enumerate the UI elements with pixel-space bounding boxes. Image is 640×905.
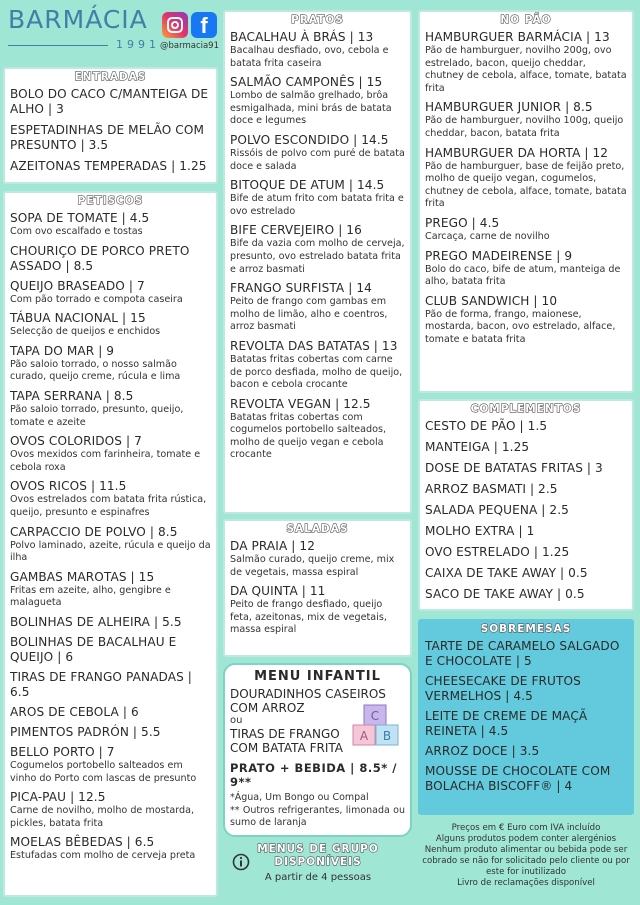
list-item [10, 725, 211, 740]
item-name: PIMENTOS PADRÓN | 5.5 [10, 724, 161, 739]
kids-price: PRATO + BEBIDA | 8.5* / 9** [230, 761, 397, 789]
list-item [10, 87, 211, 117]
item-name: MOELAS BÊBEDAS | 6.5 [10, 835, 155, 850]
list-item [10, 615, 211, 630]
item-list [425, 30, 627, 347]
section-title: SALADAS [286, 523, 349, 535]
list-item [10, 389, 211, 429]
list-item [425, 100, 627, 140]
item-name: GAMBAS MAROTAS | 15 [10, 569, 155, 584]
item-name: TIRAS DE FRANGO PANADAS | 6.5 [10, 669, 192, 699]
section-saladas [223, 519, 412, 657]
list-item [10, 790, 211, 830]
group-title-line2: DISPONÍVEIS [274, 856, 362, 868]
list-item [425, 764, 627, 794]
item-name: CARPACCIO DE POLVO | 8.5 [10, 524, 178, 539]
item-description: Salmão curado, queijo creme, mix de vegetais, massa espiral [230, 554, 395, 578]
list-item [10, 211, 211, 239]
item-description: Pão saloio torrado, o nosso salmão curado, queijo creme, rúcula e lima [10, 358, 181, 383]
item-description: Peito de frango desfiado, queijo feta, azeitonas, mix de vegetais, massa espiral [230, 599, 387, 636]
item-description: Estufadas com molho de cerveja preta [10, 850, 196, 862]
item-name: HAMBURGUER BARMÁCIA | 13 [425, 30, 610, 44]
item-name: DA PRAIA | 12 [230, 539, 315, 553]
item-description: Rissóis de polvo com puré de batata doce e salada [230, 147, 405, 172]
list-item [425, 216, 627, 244]
footer-line: Alguns produtos podem conter alergénios [435, 834, 617, 844]
group-title-line1: MENUS DE GRUPO [257, 843, 379, 855]
list-item [425, 524, 627, 539]
item-name: REVOLTA DAS BATATAS | 13 [230, 338, 398, 353]
item-description: Batatas fritas cobertas com cogumelos portobello salteados, molho de queijo vegan e cebola crocante [230, 411, 387, 461]
item-list [425, 419, 627, 602]
facebook-icon[interactable]: f [191, 12, 217, 38]
section-pratos [223, 10, 412, 514]
kids-note-2: ** Outros refrigerantes, limonada ou sumo de laranja [230, 804, 405, 828]
list-item [425, 545, 627, 560]
section-entradas [3, 67, 218, 184]
item-name: BITOQUE DE ATUM | 14.5 [230, 178, 385, 193]
item-description: Polvo laminado, azeite, rúcula e queijo da ilha [10, 539, 211, 564]
item-list [10, 211, 211, 863]
item-description: Batatas fritas cobertas com carne de porco desfiada, molho de queijo, bacon e cebola crocante [230, 353, 403, 391]
item-name: SALMÃO CAMPONÊS | 15 [230, 75, 383, 90]
list-item [425, 30, 627, 95]
list-item [10, 279, 211, 307]
brand-logo [8, 6, 158, 58]
list-item [425, 639, 627, 669]
item-name: MOUSSE DE CHOCOLATE COM BOLACHA BISCOFF® | 4 [425, 764, 611, 793]
item-name: CHEESECAKE DE FRUTOS VERMELHOS | 4.5 [425, 674, 581, 703]
list-item [10, 835, 211, 863]
item-name: PREGO | 4.5 [425, 215, 500, 230]
item-name: CAIXA DE TAKE AWAY | 0.5 [425, 566, 588, 580]
list-item [10, 123, 211, 153]
list-item [425, 503, 627, 518]
item-description: Selecção de queijos e enchidos [10, 326, 161, 338]
list-item [230, 30, 405, 70]
item-name: SOPA DE TOMATE | 4.5 [10, 211, 150, 225]
item-name: TAPA DO MAR | 9 [10, 343, 115, 358]
item-name: AROS DE CEBOLA | 6 [10, 704, 139, 719]
section-petiscos [3, 191, 218, 897]
item-description: Ovos mexidos com farinheira, tomate e cebola roxa [10, 449, 201, 473]
item-name: SALADA PEQUENA | 2.5 [425, 503, 569, 517]
section-title: SOBREMESAS [480, 623, 572, 635]
item-name: CLUB SANDWICH | 10 [425, 293, 558, 308]
item-description: Bife de atum frito com batata frita e ovo estrelado [230, 193, 404, 217]
item-description: Peito de frango com gambas em molho de limão, alho e coentros, arroz basmati [230, 296, 388, 333]
list-item [425, 709, 627, 739]
item-name: DA QUINTA | 11 [230, 584, 326, 599]
section-title: ENTRADAS [74, 71, 147, 83]
item-name: CHOURIÇO DE PORCO PRETO ASSADO | 8.5 [10, 243, 190, 273]
list-item [230, 281, 405, 334]
list-item [425, 482, 627, 497]
item-name: REVOLTA VEGAN | 12.5 [230, 396, 371, 411]
section-title: NO PÃO [500, 14, 552, 26]
instagram-icon[interactable] [162, 12, 188, 38]
item-name: SACO DE TAKE AWAY | 0.5 [425, 587, 585, 601]
item-description: Com pão torrado e compota caseira [10, 293, 183, 305]
item-name: OVOS RICOS | 11.5 [10, 479, 127, 494]
list-item [425, 146, 627, 211]
group-menus [228, 843, 408, 893]
svg-text:C: C [370, 709, 380, 723]
section-sobremesas [418, 619, 634, 815]
item-description: Bacalhau desfiado, ovo, cebola e batata frita caseira [230, 45, 389, 69]
list-item [10, 705, 211, 720]
list-item [425, 249, 627, 289]
kids-note-1: *Água, Um Bongo ou Compal [230, 792, 369, 803]
item-description: Carcaça, carne de novilho [425, 230, 550, 242]
kids-or: ou [230, 715, 243, 726]
item-description: Ovos estrelados com batata frita rústica, queijo, presunto e espinafres [10, 494, 207, 518]
item-name: TAPA SERRANA | 8.5 [10, 388, 134, 403]
list-item [10, 159, 211, 174]
item-name: DOSE DE BATATAS FRITAS | 3 [425, 461, 603, 475]
svg-text:B: B [382, 729, 392, 743]
section-title: PETISCOS [77, 195, 144, 207]
item-description: Pão de hamburguer, base de feijão preto, molho de queijo vegan, cogumelos, chutney de cebola, alface, tomate, batata frita [425, 160, 627, 210]
item-description: Bolo do caco, bife de atum, manteiga de alho, batata frita [425, 263, 621, 288]
item-name: MOLHO EXTRA | 1 [425, 524, 535, 538]
item-name: BOLINHAS DE ALHEIRA | 5.5 [10, 614, 182, 629]
list-item [425, 587, 627, 602]
brand-year: 1991 [116, 38, 160, 51]
list-item [10, 479, 211, 519]
item-name: AZEITONAS TEMPERADAS | 1.25 [10, 159, 207, 173]
brand-name: BARMÁCIA [8, 5, 148, 34]
item-name: CESTO DE PÃO | 1.5 [425, 419, 548, 433]
item-description: Pão de hamburguer, novilho 200g, ovo estrelado, bacon, queijo cheddar, chutney de cebola, alface, tomate, batata frita [425, 45, 627, 94]
group-subtitle: A partir de 4 pessoas [264, 872, 372, 883]
list-item [10, 525, 211, 565]
item-description: Pão de forma, frango, maionese, mostarda, bacon, ovo estrelado, alface, tomate e batata frita [425, 308, 616, 345]
item-name: BACALHAU À BRÁS | 13 [230, 30, 374, 44]
item-name: MANTEIGA | 1.25 [425, 440, 530, 454]
item-name: LEITE DE CREME DE MAÇÃ REINETA | 4.5 [425, 709, 588, 738]
list-item [230, 133, 405, 173]
item-name: ESPETADINHAS DE MELÃO COM PRESUNTO | 3.5 [10, 123, 204, 152]
item-description: Com ovo escalfado e tostas [10, 226, 143, 237]
section-menu-infantil [223, 663, 412, 837]
svg-text:A: A [359, 729, 369, 743]
item-name: ARROZ DOCE | 3.5 [425, 744, 540, 758]
section-title: PRATOS [291, 14, 344, 26]
item-list [230, 30, 405, 462]
item-name: BOLO DO CACO C/MANTEIGA DE ALHO | 3 [10, 87, 209, 116]
list-item [10, 570, 211, 610]
footer-notes [418, 823, 634, 889]
toy-blocks-icon [351, 703, 401, 749]
list-item [425, 566, 627, 581]
list-item [230, 397, 405, 462]
item-name: HAMBURGUER DA HORTA | 12 [425, 145, 609, 160]
item-name: PICA-PAU | 12.5 [10, 790, 106, 805]
item-name: HAMBURGUER JUNIOR | 8.5 [425, 100, 593, 115]
item-name: OVOS COLORIDOS | 7 [10, 434, 142, 449]
item-name: BELLO PORTO | 7 [10, 744, 115, 759]
list-item [425, 294, 627, 347]
item-description: Cogumelos portobello salteados em vinho do Porto com lascas de presunto [10, 759, 197, 784]
item-list [230, 539, 405, 637]
item-name: ARROZ BASMATI | 2.5 [425, 482, 558, 496]
item-description: Bife da vazia com molho de cerveja, presunto, ovo estrelado batata frita e arroz basmati [230, 238, 405, 275]
list-item [425, 744, 627, 759]
list-item [10, 670, 211, 700]
list-item [10, 745, 211, 785]
list-item [425, 419, 627, 434]
item-name: OVO ESTRELADO | 1.25 [425, 545, 570, 559]
item-name: BIFE CERVEJEIRO | 16 [230, 223, 362, 238]
item-name: PREGO MADEIRENSE | 9 [425, 248, 573, 263]
item-description: Carne de novilho, molho de mostarda, pickles, batata frita [10, 805, 195, 829]
list-item [425, 440, 627, 455]
item-name: TARTE DE CARAMELO SALGADO E CHOCOLATE | 5 [425, 639, 620, 668]
item-name: BOLINHAS DE BACALHAU E QUEIJO | 6 [10, 634, 177, 664]
section-complementos [418, 399, 634, 611]
list-item [10, 344, 211, 384]
social-handle: @barmacia91 [160, 41, 219, 51]
footer-line: Preços em € Euro com IVA incluído [451, 823, 601, 833]
item-description: Pão de hamburguer, novilho 100g, queijo cheddar, bacon, batata frita [425, 115, 624, 139]
list-item [230, 539, 405, 579]
item-name: TÁBUA NACIONAL | 15 [10, 311, 146, 326]
info-icon[interactable] [232, 853, 250, 871]
item-name: QUEIJO BRASEADO | 7 [10, 278, 145, 293]
list-item [10, 311, 211, 339]
section-title: MENU INFANTIL [254, 669, 381, 684]
list-item [230, 75, 405, 128]
item-name: FRANGO SURFISTA | 14 [230, 281, 372, 296]
list-item [10, 434, 211, 474]
item-description: Lombo de salmão grelhado, brôa esmigalhada, mini brás de batata doce e legumes [230, 90, 392, 127]
item-description: Fritas em azeite, alho, gengibre e malagueta [10, 584, 171, 609]
list-item [230, 584, 405, 637]
list-item [230, 223, 405, 276]
item-name: POLVO ESCONDIDO | 14.5 [230, 132, 389, 147]
list-item [230, 339, 405, 392]
list-item [425, 461, 627, 476]
section-title: COMPLEMENTOS [470, 403, 582, 415]
list-item [10, 635, 211, 665]
list-item [230, 178, 405, 218]
kids-option-2: TIRAS DE FRANGO COM BATATA FRITA [230, 727, 343, 755]
footer-line: Nenhum produto alimentar ou bebida pode ser cobrado se não for solicitado pelo cliente ou por este for inutilizado [422, 845, 630, 877]
kids-option-1: DOURADINHOS CASEIROS COM ARROZ [230, 687, 386, 715]
list-item [10, 244, 211, 274]
section-no-pao [418, 10, 634, 393]
item-description: Pão saloio torrado, presunto, queijo, tomate e azeite [10, 403, 184, 428]
list-item [425, 674, 627, 704]
footer-line: Livro de reclamações disponível [457, 878, 595, 888]
item-list [425, 639, 627, 794]
